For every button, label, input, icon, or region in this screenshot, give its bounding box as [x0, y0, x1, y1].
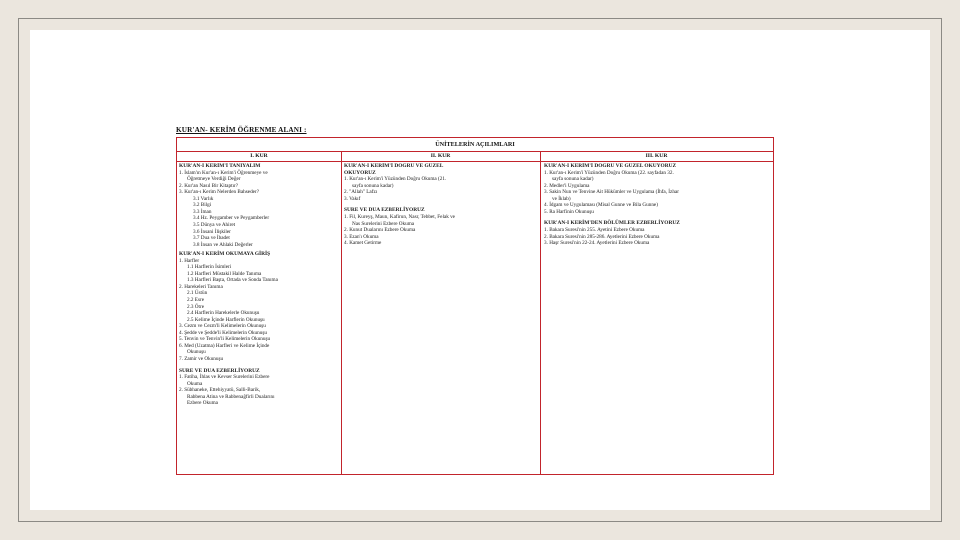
- list-item: 3. Kur'an-ı Kerim Nelerden Bahseder?: [179, 189, 260, 196]
- column-header-2: II. KUR: [430, 153, 451, 159]
- curriculum-table: [176, 137, 774, 475]
- list-item: 2.1 Üstün: [187, 290, 208, 297]
- list-item: Öğretmeye Verdiği Değer: [187, 176, 241, 183]
- list-item: 1. Fil, Kureyş, Maun, Kafirun, Nasr, Tebbet, Felak ve: [344, 213, 455, 220]
- section-title: KUR'AN-I KERİM'İ DOĞRU VE GÜZEL OKUYORUZ: [544, 163, 677, 169]
- list-item: Ezbere Okuma: [187, 400, 218, 407]
- list-item: 4. Şedde ve Şedde'li Kelimelerin Okunuşu: [179, 329, 267, 336]
- list-item: 1. Fatiha, İhlas ve Kevser Surelerini Ezbere: [179, 374, 270, 381]
- list-item: 2. Harekeleri Tanıma: [179, 283, 223, 290]
- column-divider: [540, 151, 541, 474]
- list-item: 4. İdgam ve Uygulaması (Misal Gunne ve Bila Gunne): [544, 202, 658, 209]
- list-item: 3.4 Hz. Peygamber ve Peygamberler: [193, 215, 270, 222]
- list-item: 6. Med (Uzatma) Harfleri ve Kelime İçinde: [179, 342, 270, 349]
- list-item: 2. Sübhaneke, Ettehiyyatü, Salli-Barik,: [179, 387, 261, 394]
- list-item: sayfa sonuna kadar): [552, 176, 594, 183]
- list-item: 1.1 Harflerin İsimleri: [187, 264, 232, 271]
- column-divider: [341, 151, 342, 474]
- column-1-content: [179, 163, 339, 472]
- list-item: 5. Ra Harfinin Okunuşu: [544, 208, 594, 215]
- list-item: ve İklab): [552, 195, 571, 202]
- list-item: 2.4 Harflerin Harekelerle Okunuşu: [187, 310, 260, 317]
- list-item: 3.2 Bilgi: [193, 202, 212, 209]
- list-item: 3.5 Dünya ve Ahiret: [193, 221, 236, 228]
- column-header-3: III. KUR: [645, 153, 668, 159]
- list-item: 3. Vakıf: [344, 195, 361, 202]
- list-item: 1. Bakara Suresi'nin 255. Ayetini Ezbere Okuma: [544, 227, 645, 234]
- list-item: 2.3 Ötre: [187, 303, 204, 310]
- list-item: 7. Zamir ve Okunuşu: [179, 355, 224, 362]
- list-item: Nas Surelerini Ezbere Okuma: [352, 220, 415, 227]
- section-title: SURE VE DUA EZBERLİYORUZ: [344, 207, 425, 214]
- section-title: SURE VE DUA EZBERLİYORUZ: [179, 367, 260, 374]
- list-item: 3.1 Varlık: [193, 195, 214, 202]
- list-item: 1. Harfler: [179, 257, 200, 264]
- section-title: KUR'AN-I KERİM'İ TANIYALIM: [179, 163, 261, 169]
- list-item: 3. Ezan'ı Okuma: [344, 233, 379, 240]
- list-item: 5. Tenvin ve Tenvin'li Kelimelerin Okunuşu: [179, 336, 271, 343]
- list-item: 3.8 İnsan ve Ahlaki Değerler: [193, 241, 253, 248]
- document-title: KUR'AN- KERİM ÖĞRENME ALANI :: [176, 126, 307, 134]
- list-item: Okuma: [187, 380, 203, 387]
- list-item: 3. Sakin Nun ve Tenvine Ait Hükümler ve Uygulama (İhfa, İzhar: [544, 189, 679, 196]
- section-title: KUR'AN-I KERİM'İ DOĞRU VE GÜZEL: [344, 163, 444, 169]
- column-2-content: [344, 163, 538, 472]
- list-item: 4. Kamet Getirme: [344, 240, 382, 247]
- table-header: ÜNİTELERİN AÇILIMLARI: [177, 138, 773, 152]
- list-item: 3. Haşr Suresi'nin 22-24. Ayetlerini Ezbere Okuma: [544, 240, 650, 247]
- list-item: sayfa sonuna kadar): [352, 182, 394, 189]
- list-item: 2. Kunut Dualarını Ezbere Okuma: [344, 227, 416, 234]
- list-item: 1. İslam'ın Kur'an-ı Kerim'i Öğrenmeye ve: [179, 169, 268, 176]
- list-item: Rabbena Atina ve Rabbenağfirli Dualarını: [187, 393, 275, 400]
- list-item: 2.5 Kelime İçinde Harflerin Okunuşu: [187, 316, 265, 323]
- list-item: 3.3 İman: [193, 208, 212, 215]
- list-item: 3. Cezm ve Cezm'li Kelimelerin Okunuşu: [179, 323, 266, 330]
- list-item: 2. Kur'an Nasıl Bir Kitaptır?: [179, 182, 238, 189]
- list-item: 2. "Allah" Lafzı: [344, 189, 378, 196]
- list-item: 1. Kur'an-ı Kerim'i Yüzünden Doğru Okuma (22. sayfadan 32.: [544, 169, 674, 176]
- list-item: 1. Kur'an-ı Kerim'i Yüzünden Doğru Okuma (21.: [344, 176, 447, 183]
- section-title: OKUYORUZ: [344, 169, 376, 176]
- column-headers: [177, 151, 773, 162]
- list-item: 2.2 Esre: [187, 297, 204, 304]
- list-item: 2. Bakara Suresi'nin 285-286. Ayetlerini Ezbere Okuma: [544, 233, 660, 240]
- document-image: [148, 113, 776, 480]
- list-item: 2. Medler'i Uygulama: [544, 182, 590, 189]
- list-item: 3.6 İnsani İlişkiler: [193, 228, 231, 235]
- list-item: 1.2 Harfleri Müstakil Halde Tanıma: [187, 270, 262, 277]
- section-title: KUR'AN-I KERİM'DEN BÖLÜMLER EZBERLİYORUZ: [544, 220, 680, 227]
- list-item: 3.7 Dua ve İbadet: [193, 235, 230, 242]
- list-item: 1.3 Harfleri Başta, Ortada ve Sonda Tanıma: [187, 277, 278, 284]
- section-title: KUR'AN-I KERİM OKUMAYA GİRİŞ: [179, 251, 271, 258]
- column-header-1: I. KUR: [250, 153, 268, 159]
- list-item: Okunuşu: [187, 349, 206, 356]
- column-3-content: [544, 163, 771, 472]
